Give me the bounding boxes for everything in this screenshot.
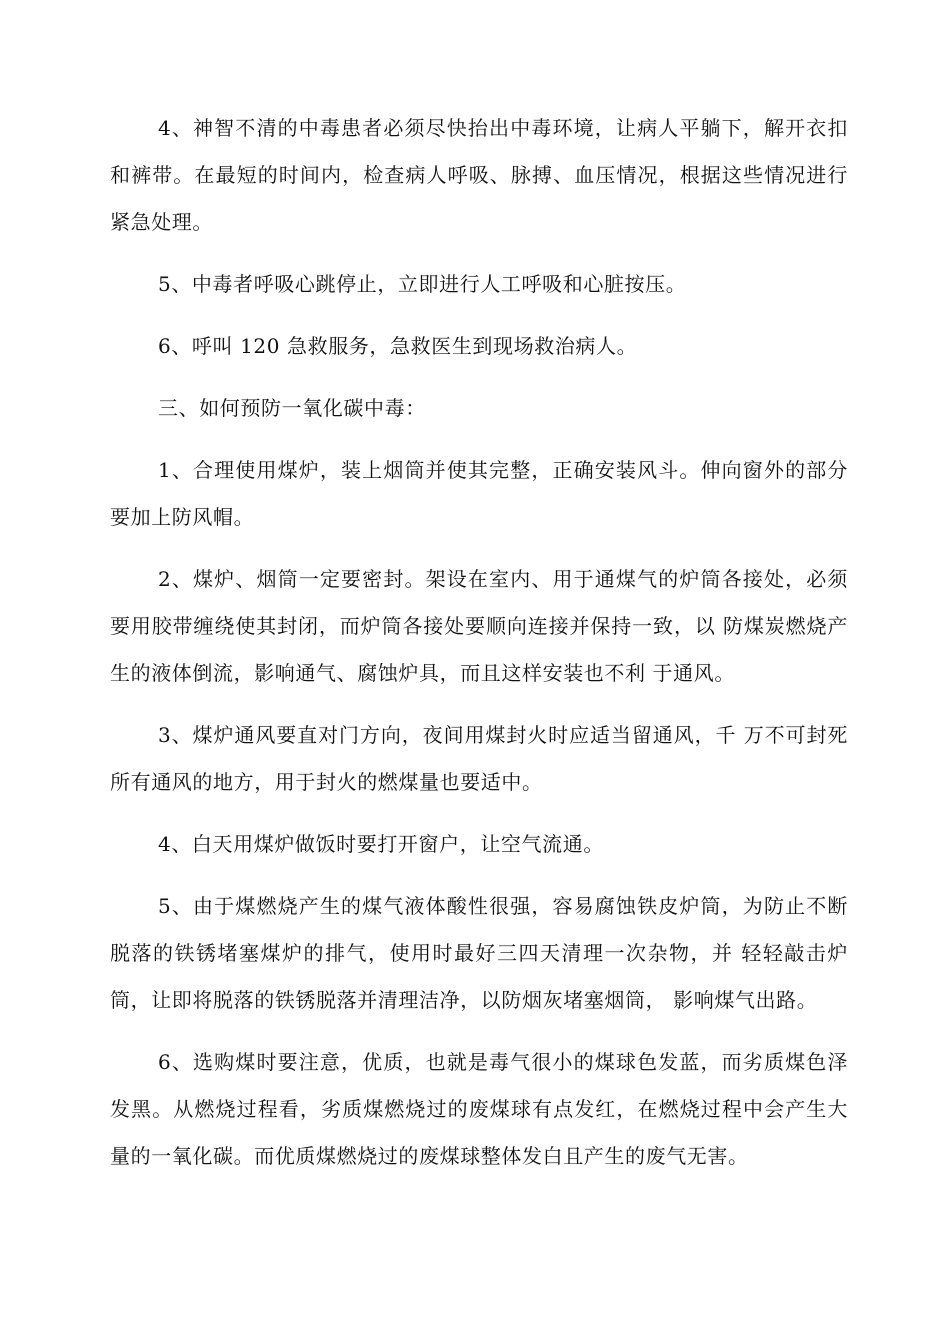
paragraph-prevention-6: 6、选购煤时要注意，优质，也就是毒气很小的煤球色发蓝，而劣质煤色泽发黑。从燃烧过程看，劣质煤燃烧过的废煤球有点发红，在燃烧过程中会产生大量的一氧化碳。而优质煤燃烧过的废煤球整体发白且产生的废气无害。 — [110, 1050, 848, 1168]
paragraph-first-aid-4: 4、神智不清的中毒患者必须尽快抬出中毒环境，让病人平躺下，解开衣扣和裤带。在最短的时间内，检查病人呼吸、脉搏、血压情况，根据这些情况进行紧急处理。 — [110, 116, 848, 234]
paragraph-prevention-5: 5、由于煤燃烧产生的煤气液体酸性很强，容易腐蚀铁皮炉筒，为防止不断脱落的铁锈堵塞煤炉的排气，使用时最好三四天清理一次杂物，并 轻轻敲击炉筒，让即将脱落的铁锈脱落并清理洁净，以防烟灰堵塞烟筒， 影响煤气出路。 — [110, 894, 848, 1012]
paragraph-first-aid-6: 6、呼叫 120 急救服务，急救医生到现场救治病人。 — [158, 334, 638, 358]
paragraph-prevention-2: 2、煤炉、烟筒一定要密封。架设在室内、用于通煤气的炉筒各接处，必须要用胶带缠绕使其封闭，而炉筒各接处要顺向连接并保持一致，以 防煤炭燃烧产生的液体倒流，影响通气、腐蚀炉具，而且这样安装也不利 于通风。 — [110, 567, 848, 685]
section-heading-prevention: 三、如何预防一氧化碳中毒： — [158, 396, 426, 420]
paragraph-prevention-3: 3、煤炉通风要直对门方向，夜间用煤封火时应适当留通风，千 万不可封死所有通风的地方，用于封火的燃煤量也要适中。 — [110, 723, 848, 794]
paragraph-prevention-4: 4、白天用煤炉做饭时要打开窗户，让空气流通。 — [158, 832, 604, 856]
paragraph-first-aid-5: 5、中毒者呼吸心跳停止，立即进行人工呼吸和心脏按压。 — [158, 272, 687, 296]
paragraph-prevention-1: 1、合理使用煤炉，装上烟筒并使其完整，正确安装风斗。伸向窗外的部分要加上防风帽。 — [110, 458, 848, 529]
document-page — [110, 105, 848, 1195]
